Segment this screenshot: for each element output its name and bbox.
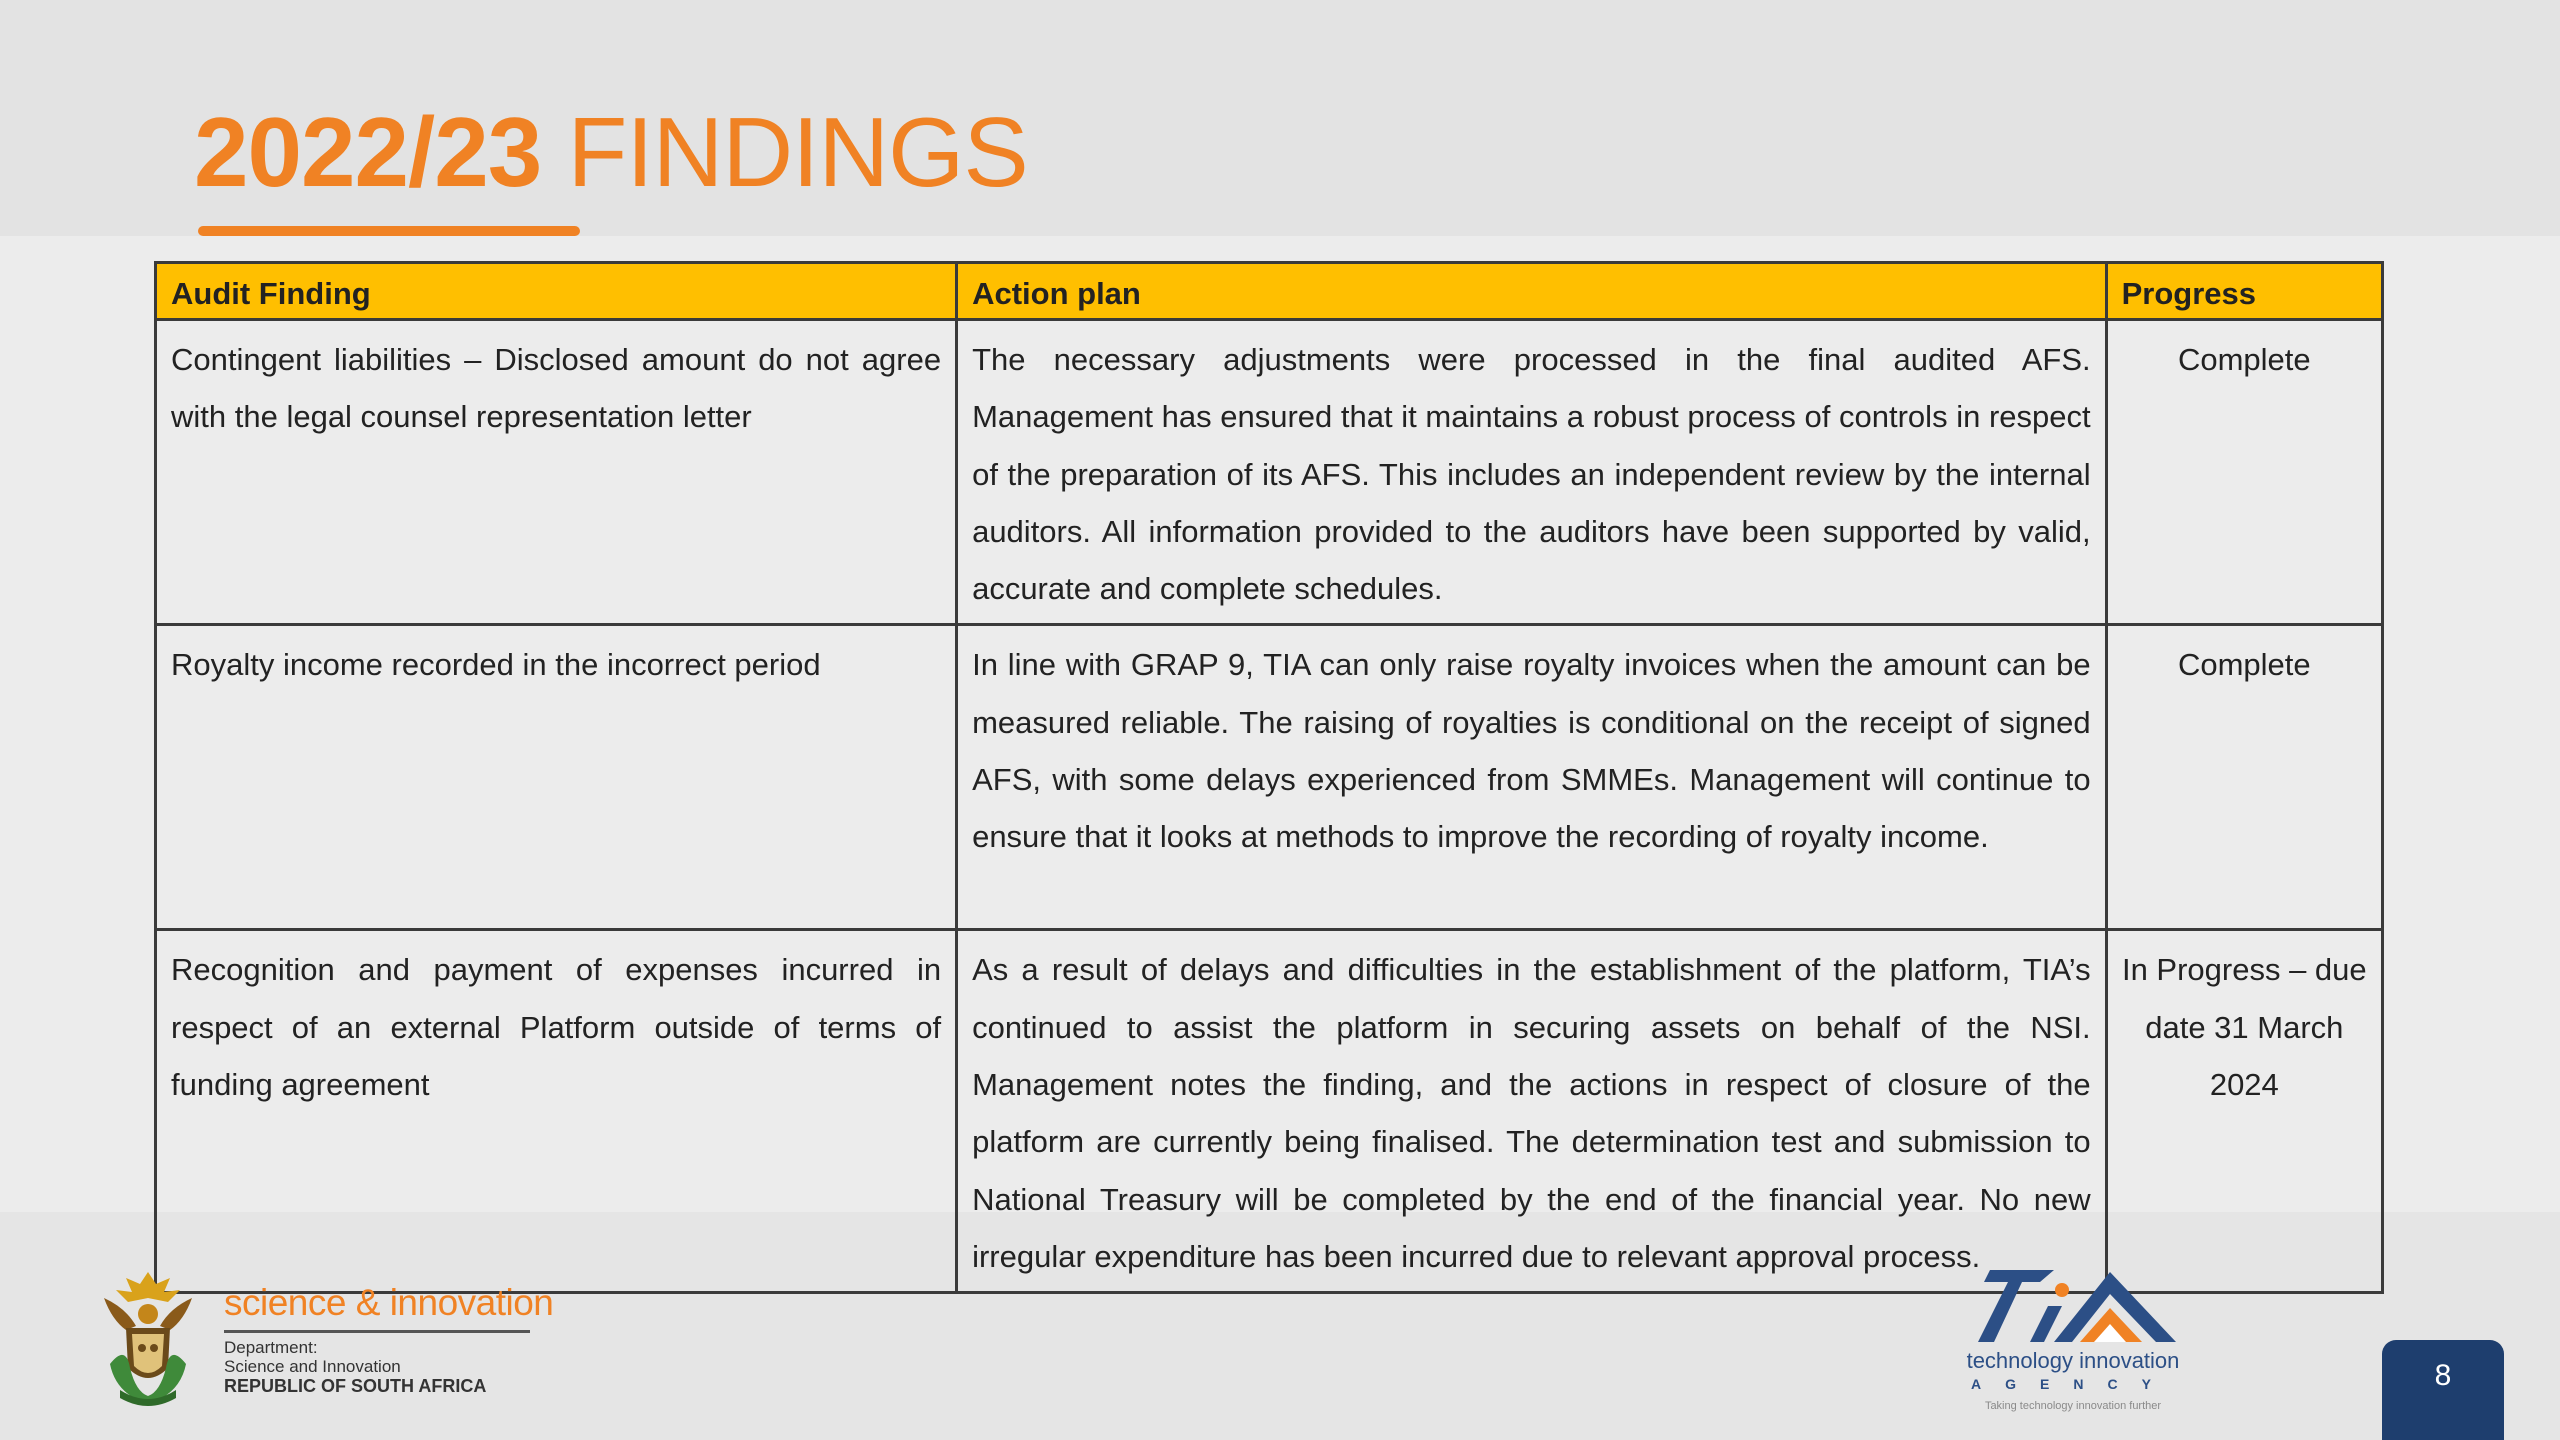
findings-table (154, 261, 2384, 1294)
table-row (156, 320, 2383, 625)
department-divider (224, 1330, 530, 1333)
department-name: Science and Innovation (224, 1357, 401, 1376)
agency-word: AGENCY (1971, 1376, 2175, 1392)
table-row (156, 625, 2383, 930)
action-cell: As a result of delays and difficulties in the establishment of the platform, TIA’s continued to assist the platform in securing assets on behalf of the NSI. Management notes the finding, and the actions in respect of closure of the platform are currently being finalised. The determination test and submission to National Treasury will be completed by the end of the financial year. No new irregular expenditure has been incurred due to relevant approval process. (957, 930, 2107, 1293)
table-row (156, 930, 2383, 1293)
action-cell: In line with GRAP 9, TIA can only raise royalty invoices when the amount can be measured reliable. The raising of royalties is conditional on the receipt of signed AFS, with some delays experienced from SMMEs. Management will continue to ensure that it looks at methods to improve the recording of royalty income. (957, 625, 2107, 930)
title-word: FINDINGS (567, 97, 1028, 207)
tia-logo-icon (1970, 1266, 2190, 1350)
header-progress: Progress (2106, 263, 2382, 320)
finding-cell: Contingent liabilities – Disclosed amount do not agree with the legal counsel representation letter (156, 320, 957, 625)
department-brand-text: science & innovation (224, 1282, 554, 1323)
progress-cell: Complete (2106, 625, 2382, 930)
action-cell: The necessary adjustments were processed in the final audited AFS. Management has ensured that it maintains a robust process of controls in respect of the preparation of its AFS. This includes an independent review by the internal auditors. All information provided to the auditors have been supported by valid, accurate and complete schedules. (957, 320, 2107, 625)
title-underline (198, 226, 580, 236)
coat-of-arms-icon (96, 1268, 200, 1408)
progress-cell: Complete (2106, 320, 2382, 625)
slide-title (194, 92, 1028, 212)
agency-tagline: Taking technology innovation further (1984, 1400, 2162, 1412)
country-name: REPUBLIC OF SOUTH AFRICA (224, 1376, 487, 1396)
finding-cell: Recognition and payment of expenses incurred in respect of an external Platform outside of terms of funding agreement (156, 930, 957, 1293)
department-label: Department: (224, 1338, 318, 1357)
title-year: 2022/23 (194, 97, 542, 207)
agency-logo (1950, 1266, 2200, 1422)
progress-cell: In Progress – due date 31 March 2024 (2106, 930, 2382, 1293)
agency-name: technology innovation (1966, 1348, 2180, 1373)
header-action-plan: Action plan (957, 263, 2107, 320)
header-audit-finding: Audit Finding (156, 263, 957, 320)
table-header-row (156, 263, 2383, 320)
department-logo (96, 1268, 556, 1418)
finding-cell: Royalty income recorded in the incorrect period (156, 625, 957, 930)
page-number: 8 (2382, 1340, 2504, 1440)
